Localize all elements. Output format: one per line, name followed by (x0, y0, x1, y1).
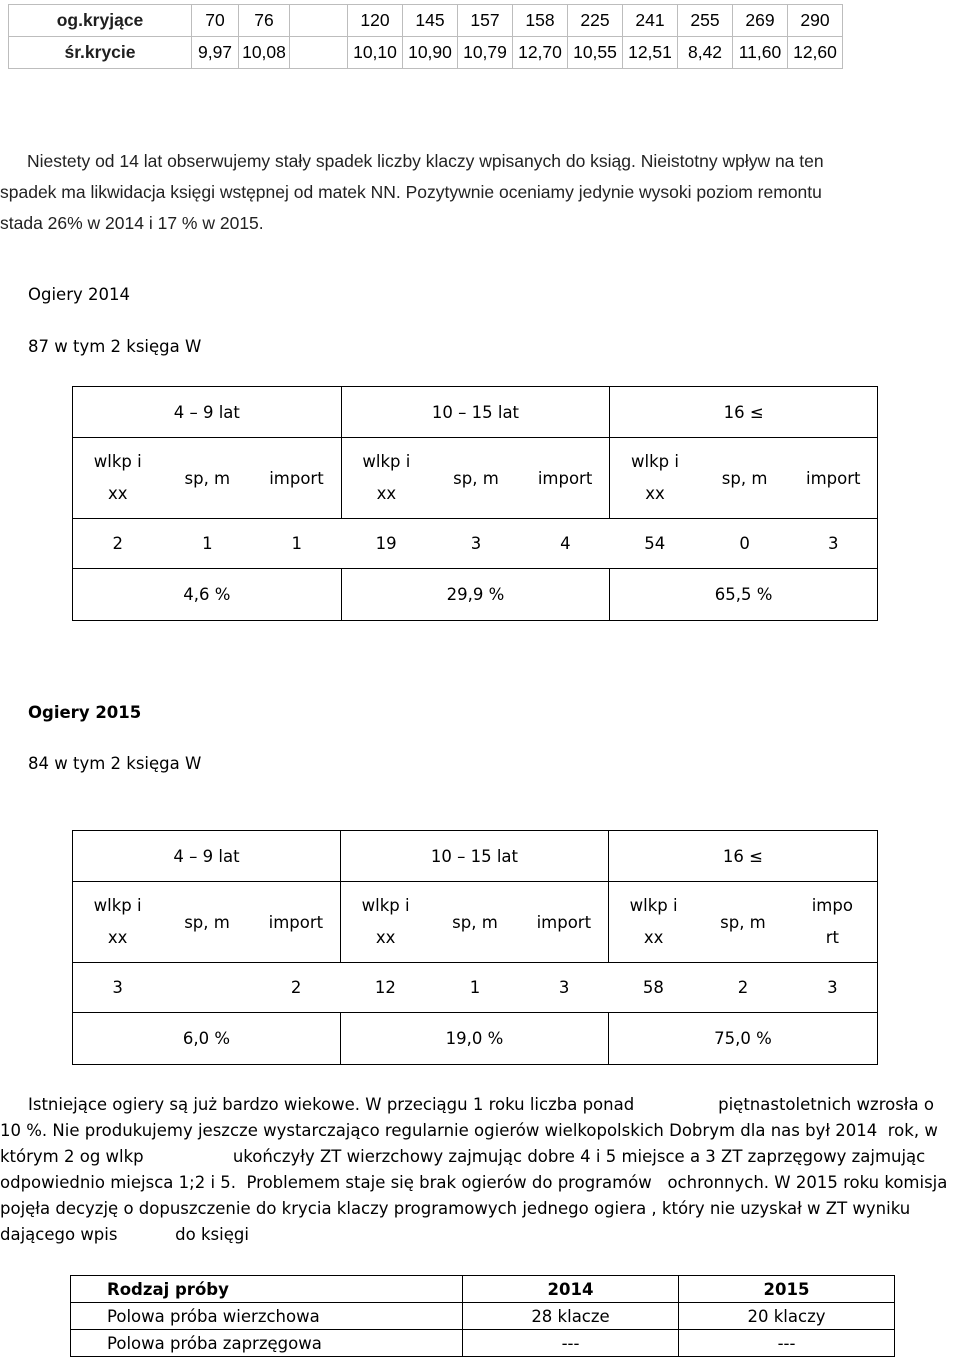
table-cell: 10,08 (239, 37, 290, 69)
table-cell: 10,90 (403, 37, 458, 69)
column-header: 2014 (463, 1276, 679, 1303)
table-row (73, 569, 878, 621)
column-header: impo rt (788, 882, 878, 963)
column-header: Rodzaj próby (71, 1276, 463, 1303)
percent-cell: 29,9 % (341, 569, 610, 621)
table-header-row (71, 1276, 895, 1303)
paragraph-line: spadek ma likwidacja księgi wstępnej od matek NN. Pozytywnie oceniamy jedynie wysoki poziom remontu (0, 182, 822, 202)
table-row (73, 519, 878, 569)
table-cell: 70 (192, 5, 239, 37)
paragraph-line: odpowiednio miejsca 1;2 i 5. Problemem staje się brak ogierów do programów ochronnych. W 2015 roku komisja (0, 1173, 948, 1192)
table-cell: 2 (252, 963, 341, 1013)
table-cell: 12,60 (788, 37, 843, 69)
table-cell: 157 (458, 5, 513, 37)
table-cell: 158 (513, 5, 568, 37)
table-row (73, 882, 878, 963)
table-cell: 2 (698, 963, 787, 1013)
table-cell: 1 (430, 963, 519, 1013)
table-cell: 4 (521, 519, 610, 569)
table-row (9, 37, 843, 69)
paragraph-line: 10 %. Nie produkujemy jeszcze wystarczająco regularnie ogierów wielkopolskich Dobrym dla nas był 2014 rok, w (0, 1121, 938, 1140)
paragraph-line: którym 2 og wlkp ukończyły ZT wierzchowy zajmując dobre 4 i 5 miejsce a 3 ZT zaprzęgowy zajmując (0, 1147, 926, 1166)
paragraph-line: Niestety od 14 lat obserwujemy stały spadek liczby klaczy wpisanych do ksiąg. Nieistotny wpływ na ten (27, 151, 824, 171)
table-cell: 145 (403, 5, 458, 37)
paragraph-line: pojęła decyzję o dopuszczenie do krycia klaczy programowych jednego ogiera , który nie uzyskał w ZT wyniku (0, 1199, 911, 1218)
column-header: import (520, 882, 609, 963)
table-cell: 225 (568, 5, 623, 37)
column-header: sp, m (698, 882, 787, 963)
table-cell: Polowa próba zaprzęgowa (71, 1330, 463, 1357)
group-header: 10 – 15 lat (341, 387, 610, 438)
paragraph-ogiery (0, 1092, 960, 1248)
paragraph-line: dającego wpis do księgi (0, 1225, 249, 1244)
ogiery-2015-table (72, 830, 878, 1065)
table-cell: 290 (788, 5, 843, 37)
percent-cell: 6,0 % (73, 1013, 341, 1065)
ogiery-2014-table (72, 386, 878, 621)
column-header: wlkp i xx (73, 438, 163, 519)
table-cell: 9,97 (192, 37, 239, 69)
table-row (73, 963, 878, 1013)
column-header: import (790, 438, 878, 519)
row-label: og.kryjące (9, 5, 192, 37)
column-header: 2015 (679, 1276, 895, 1303)
column-header: sp, m (700, 438, 790, 519)
table-row (71, 1303, 895, 1330)
column-header: wlkp i xx (73, 882, 163, 963)
column-header: sp, m (430, 882, 519, 963)
paragraph-intro (0, 146, 960, 239)
section-subtitle-2015: 84 w tym 2 księga W (28, 754, 202, 773)
percent-cell: 19,0 % (340, 1013, 608, 1065)
column-header: import (521, 438, 610, 519)
table-cell: 269 (733, 5, 788, 37)
paragraph-line: Istniejące ogiery są już bardzo wiekowe. W przeciągu 1 roku liczba ponad piętnastoletnich wzrosła o (28, 1095, 934, 1114)
table-cell: 11,60 (733, 37, 788, 69)
column-header: import (252, 438, 341, 519)
percent-cell: 75,0 % (608, 1013, 877, 1065)
table-cell: 10,10 (348, 37, 403, 69)
group-header-text: 16 ≤ (722, 846, 763, 866)
group-header (608, 831, 877, 882)
table-cell: 12,51 (623, 37, 678, 69)
section-title-2014: Ogiery 2014 (28, 285, 130, 304)
table-cell: 28 klacze (463, 1303, 679, 1330)
column-header: wlkp i xx (340, 882, 430, 963)
table-cell (290, 37, 348, 69)
column-header: sp, m (162, 882, 251, 963)
table-row (73, 1013, 878, 1065)
table-cell: 3 (520, 963, 609, 1013)
table-cell (290, 5, 348, 37)
section-title-2015: Ogiery 2015 (28, 703, 142, 722)
table-cell (162, 963, 251, 1013)
group-header (610, 387, 878, 438)
table-cell: 3 (790, 519, 878, 569)
table-row (73, 438, 878, 519)
table-cell: 241 (623, 5, 678, 37)
table-cell: 8,42 (678, 37, 733, 69)
table-cell: 1 (162, 519, 252, 569)
table-row (73, 831, 878, 882)
table-cell: 58 (608, 963, 698, 1013)
group-header-text: 16 ≤ (723, 402, 764, 422)
table-cell: 2 (73, 519, 163, 569)
proby-table (70, 1275, 895, 1357)
table-cell: 54 (610, 519, 700, 569)
column-header: import (252, 882, 341, 963)
table-cell: 3 (788, 963, 878, 1013)
table-row (9, 5, 843, 37)
table-cell: 12 (340, 963, 430, 1013)
column-header: sp, m (431, 438, 521, 519)
group-header: 10 – 15 lat (340, 831, 608, 882)
table-cell: 0 (700, 519, 790, 569)
table-cell: 19 (341, 519, 431, 569)
table-cell: 76 (239, 5, 290, 37)
table-cell: --- (679, 1330, 895, 1357)
table-cell: 20 klaczy (679, 1303, 895, 1330)
group-header: 4 – 9 lat (73, 831, 341, 882)
percent-cell: 4,6 % (73, 569, 342, 621)
table-cell: 120 (348, 5, 403, 37)
table-row (73, 387, 878, 438)
top-table (8, 4, 843, 69)
row-label: śr.krycie (9, 37, 192, 69)
table-cell: 10,79 (458, 37, 513, 69)
column-header: wlkp i xx (341, 438, 431, 519)
table-row (71, 1330, 895, 1357)
table-cell: --- (463, 1330, 679, 1357)
table-cell: 3 (73, 963, 163, 1013)
section-subtitle-2014: 87 w tym 2 księga W (28, 337, 202, 356)
group-header: 4 – 9 lat (73, 387, 342, 438)
table-cell: 3 (431, 519, 521, 569)
table-cell: Polowa próba wierzchowa (71, 1303, 463, 1330)
table-cell: 10,55 (568, 37, 623, 69)
percent-cell: 65,5 % (610, 569, 878, 621)
paragraph-line: stada 26% w 2014 i 17 % w 2015. (0, 213, 264, 233)
table-cell: 12,70 (513, 37, 568, 69)
column-header: wlkp i xx (610, 438, 700, 519)
table-cell: 1 (252, 519, 341, 569)
column-header: wlkp i xx (608, 882, 698, 963)
column-header: sp, m (162, 438, 252, 519)
table-cell: 255 (678, 5, 733, 37)
